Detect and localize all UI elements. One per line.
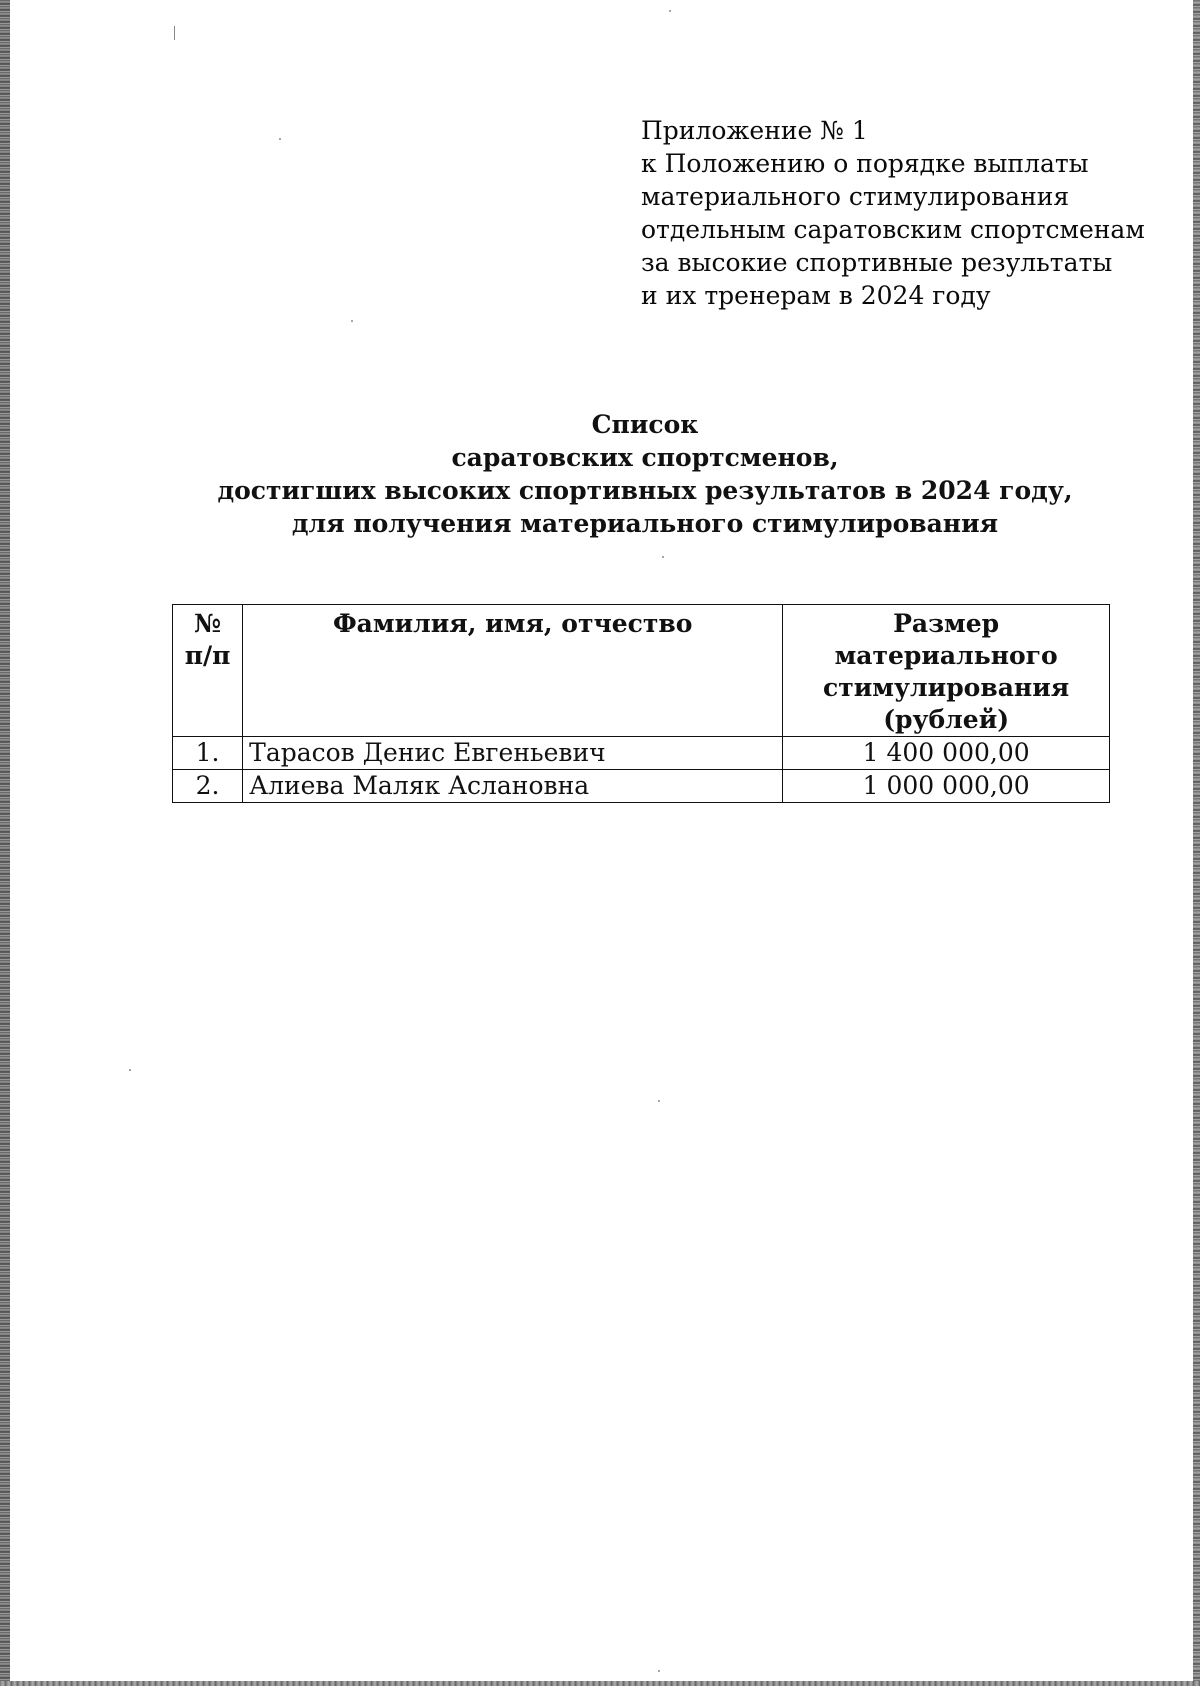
- row-number: 1.: [173, 737, 243, 770]
- scan-speck: [279, 138, 281, 140]
- header-amount-line3: (рублей): [883, 705, 1010, 734]
- header-full-name: Фамилия, имя, отчество: [243, 605, 783, 737]
- row-full-name: Алиева Маляк Аслановна: [243, 770, 783, 803]
- scan-edge-right: [1193, 0, 1200, 1686]
- annex-line: и их тренерам в 2024 году: [641, 281, 991, 310]
- scan-speck: [129, 1069, 131, 1071]
- header-amount: [783, 605, 1110, 737]
- scan-speck: [662, 556, 664, 558]
- header-number-line1: №: [193, 609, 222, 638]
- scan-edge-left: [0, 0, 10, 1686]
- table-row: [173, 770, 1110, 803]
- header-amount-line2: стимулирования: [823, 673, 1070, 702]
- title-line: саратовских спортсменов,: [451, 443, 839, 472]
- row-amount: 1 000 000,00: [783, 770, 1110, 803]
- document-title: [160, 408, 1130, 540]
- scan-edge-bottom: [0, 1681, 1200, 1686]
- scan-speck: [351, 320, 353, 322]
- annex-line: материального стимулирования: [641, 182, 1070, 211]
- table-header-row: [173, 605, 1110, 737]
- title-line: Список: [591, 410, 699, 439]
- row-full-name: Тарасов Денис Евгеньевич: [243, 737, 783, 770]
- annex-line: отдельным саратовским спортсменам: [641, 215, 1145, 244]
- scan-speck: [658, 1670, 660, 1672]
- annex-line: за высокие спортивные результаты: [641, 248, 1113, 277]
- scan-speck: [658, 1100, 660, 1102]
- table-row: [173, 737, 1110, 770]
- annex-reference: [641, 114, 1145, 312]
- annex-line: к Положению о порядке выплаты: [641, 149, 1089, 178]
- header-number-line2: п/п: [184, 641, 231, 670]
- athletes-table: [172, 604, 1110, 803]
- title-line: достигших высоких спортивных результатов в 2024 году,: [217, 476, 1073, 505]
- scan-speck: [174, 26, 175, 40]
- scan-speck: [669, 10, 671, 12]
- header-number: [173, 605, 243, 737]
- title-line: для получения материального стимулирования: [291, 509, 999, 538]
- row-amount: 1 400 000,00: [783, 737, 1110, 770]
- header-amount-line1: Размер материального: [834, 609, 1058, 670]
- row-number: 2.: [173, 770, 243, 803]
- annex-line: Приложение № 1: [641, 116, 868, 145]
